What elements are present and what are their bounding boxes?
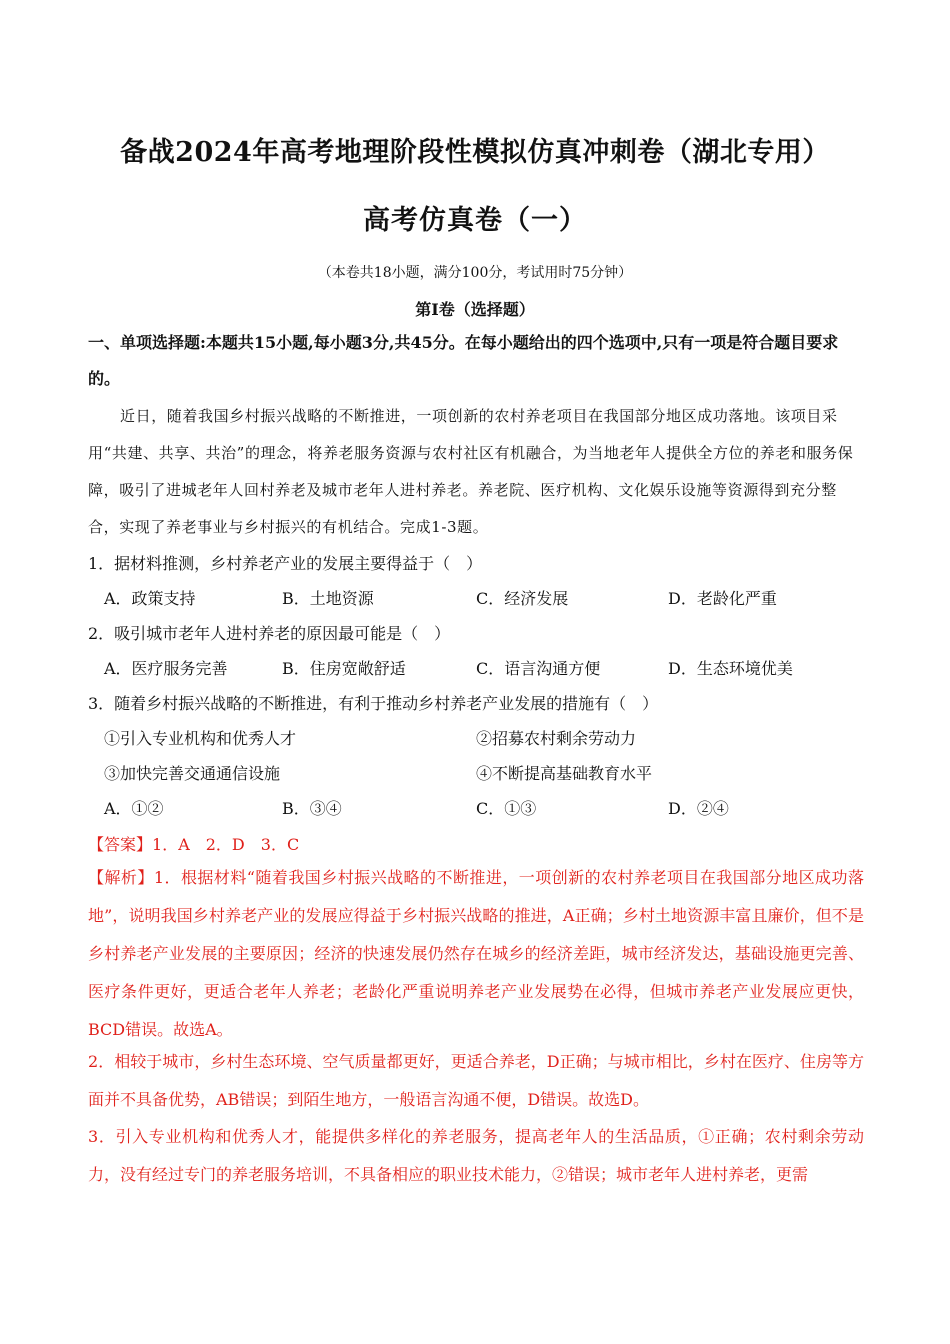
explanation-paragraph-1 xyxy=(88,859,864,1049)
explanation-paragraph-2: 2．相较于城市，乡村生态环境、空气质量都更好，更适合养老，D正确；与城市相比，乡村在医疗、住房等方面并不具备优势，AB错误；到陌生地方，一般语言沟通不便，D错误。故选D。 xyxy=(88,1052,864,1109)
question-1-stem: 1．据材料推测，乡村养老产业的发展主要得益于（ ） xyxy=(88,554,483,573)
explanation-text-1: 1．根据材料“随着我国乡村振兴战略的不断推进，一项创新的农村养老项目在我国部分地区成功落地”，说明我国乡村养老产业的发展应得益于乡村振兴战略的推进，A正确；乡村土地资源丰富且廉价，但不是乡村养老产业发展的主要原因；经济的快速发展仍然存在城乡的经济差距，城市经济发达，基础设施更完善、医疗条件更好，更适合老年人养老；老龄化严重说明养老产业发展势在必得，但城市养老产业发展应更快，BCD错误。故选A。 xyxy=(88,868,864,1039)
volume-heading: 第I卷（选择题） xyxy=(415,300,535,319)
question-1-option-d: D．老龄化严重 xyxy=(668,589,777,608)
question-1-option-a: A．政策支持 xyxy=(104,589,196,608)
question-3-statement-2: ②招募农村剩余劳动力 xyxy=(476,729,637,748)
question-1-option-b: B．土地资源 xyxy=(282,589,374,608)
question-2-option-c: C．语言沟通方便 xyxy=(476,659,601,678)
question-3-option-b: B．③④ xyxy=(282,799,342,818)
question-2-option-a: A．医疗服务完善 xyxy=(104,659,228,678)
answer-label: 【答案】 xyxy=(88,835,153,854)
page-title: 备战2024年高考地理阶段性模拟仿真冲刺卷（湖北专用） xyxy=(120,137,830,168)
question-3-stem: 3．随着乡村振兴战略的不断推进，有利于推动乡村养老产业发展的措施有（ ） xyxy=(88,694,659,713)
reading-passage: 近日，随着我国乡村振兴战略的不断推进，一项创新的农村养老项目在我国部分地区成功落地。该项目采用“共建、共享、共治”的理念，将养老服务资源与农村社区有机融合，为当地老年人提供全方位的养老和服务保障，吸引了进城老年人回村养老及城市老年人进村养老。养老院、医疗机构、文化娱乐设施等资源得到充分整合，实现了养老事业与乡村振兴的有机结合。完成1-3题。 xyxy=(88,407,854,536)
exam-info: （本卷共18小题，满分100分，考试用时75分钟） xyxy=(317,265,633,281)
question-3-statement-4: ④不断提高基础教育水平 xyxy=(476,764,653,783)
section-heading: 一、单项选择题:本题共15小题,每小题3分,共45分。在每小题给出的四个选项中,只有一项是符合题目要求的。 xyxy=(88,333,839,388)
explanation-label: 【解析】 xyxy=(88,868,154,887)
question-3-option-d: D．②④ xyxy=(668,799,729,818)
question-2-option-b: B．住房宽敞舒适 xyxy=(282,659,406,678)
answer-text: 1．A 2．D 3．C xyxy=(152,835,300,854)
question-3-option-c: C．①③ xyxy=(476,799,537,818)
explanation-paragraph-3: 3．引入专业机构和优秀人才，能提供多样化的养老服务，提高老年人的生活品质，①正确；农村剩余劳动力，没有经过专门的养老服务培训，不具备相应的职业技术能力，②错误；城市老年人进村养老，更需 xyxy=(88,1127,864,1184)
question-3-option-a: A．①② xyxy=(104,799,164,818)
question-3-statement-1: ①引入专业机构和优秀人才 xyxy=(104,729,297,748)
question-2-option-d: D．生态环境优美 xyxy=(668,659,793,678)
answer-block xyxy=(88,832,299,855)
question-2-stem: 2．吸引城市老年人进村养老的原因最可能是（ ） xyxy=(88,624,451,643)
question-1-option-c: C．经济发展 xyxy=(476,589,569,608)
question-3-statement-3: ③加快完善交通通信设施 xyxy=(104,764,281,783)
paper-subtitle: 高考仿真卷（一） xyxy=(363,205,587,236)
